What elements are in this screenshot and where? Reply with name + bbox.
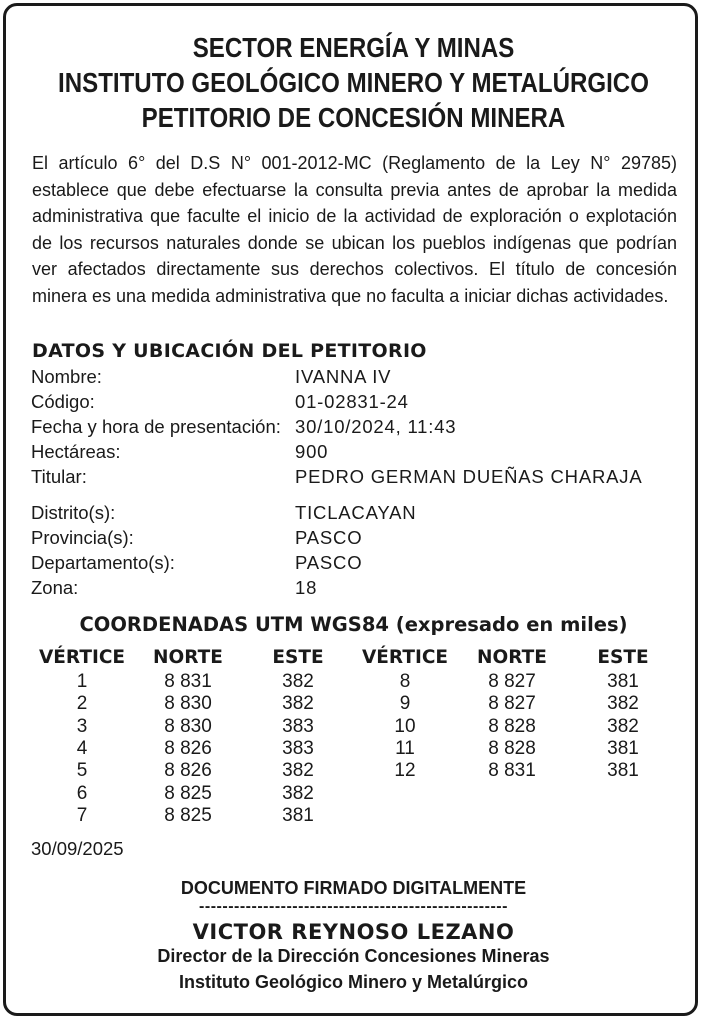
coord-cell-norte: 8 831: [488, 760, 536, 782]
field-label: Distrito(s):: [31, 502, 116, 523]
coord-cell-norte: 8 826: [164, 737, 212, 759]
coord-cell-vertice: 8: [399, 671, 411, 692]
coord-cell-norte: 8 831: [164, 671, 212, 692]
field-value: 18: [295, 577, 318, 598]
coord-cell-este: 381: [607, 737, 639, 759]
coord-cell-vertice: 12: [394, 760, 416, 782]
field-label: Departamento(s):: [31, 552, 175, 573]
coord-cell-vertice: 9: [399, 693, 411, 715]
field-label: Provincia(s):: [31, 527, 134, 548]
coord-cell-este: 382: [282, 760, 314, 782]
col-header-norte-right: NORTE: [477, 647, 547, 668]
coord-cell-vertice: 10: [394, 715, 416, 737]
header-title: PETITORIO DE CONCESIÓN MINERA: [141, 102, 566, 133]
signature-line: -----------------------------------------------------: [199, 898, 508, 915]
coord-cell-vertice: 11: [395, 737, 415, 759]
signer-institution: Instituto Geológico Minero y Metalúrgico: [178, 972, 528, 992]
field-label: Fecha y hora de presentación:: [31, 416, 281, 437]
coord-cell-vertice: 5: [76, 760, 88, 782]
coord-cell-este: 382: [282, 782, 314, 804]
coord-cell-vertice: 3: [76, 715, 88, 737]
field-label: Nombre:: [31, 366, 102, 387]
coord-cell-norte: 8 828: [488, 715, 536, 737]
coord-cell-vertice: 1: [76, 671, 88, 692]
coord-cell-este: 383: [282, 737, 314, 759]
field-label: Código:: [31, 391, 95, 412]
coord-cell-este: 382: [607, 693, 639, 715]
signer-name: VICTOR REYNOSO LEZANO: [192, 920, 515, 944]
datos-heading: DATOS Y UBICACIÓN DEL PETITORIO: [32, 340, 427, 362]
coord-cell-norte: 8 827: [488, 671, 536, 692]
field-label: Titular:: [31, 466, 87, 487]
coord-cell-vertice: 7: [76, 804, 88, 826]
coord-cell-vertice: 4: [76, 737, 88, 759]
col-header-vertice-left: VÉRTICE: [38, 647, 126, 668]
col-header-este-right: ESTE: [597, 647, 649, 668]
coord-cell-vertice: 6: [76, 782, 88, 804]
field-value: 900: [295, 441, 329, 462]
field-value: IVANNA IV: [295, 366, 392, 387]
field-label: Hectáreas:: [31, 441, 121, 462]
coord-cell-este: 382: [607, 715, 639, 737]
coord-cell-norte: 8 828: [488, 737, 536, 759]
signed-label: DOCUMENTO FIRMADO DIGITALMENTE: [180, 878, 527, 898]
coord-cell-norte: 8 825: [164, 782, 212, 804]
field-value: 30/10/2024, 11:43: [295, 416, 457, 437]
intro-paragraph: El artículo 6° del D.S N° 001-2012-MC (Reglamento de la Ley N° 29785) establece que debe efectuarse la consulta previa antes de aprobar la medida administrativa que faculte el inicio de la actividad de exploración o explotación de los recursos naturales donde se ubican los pueblos indígenas que podrían ver afectados directamente sus derechos colectivos. El título de concesión minera es una medida administrativa que no faculta a iniciar dichas actividades.: [32, 153, 677, 306]
coordenadas-heading: COORDENADAS UTM WGS84 (expresado en miles): [79, 613, 628, 636]
coord-cell-norte: 8 830: [164, 693, 212, 715]
coord-cell-norte: 8 825: [164, 804, 212, 826]
coord-cell-este: 383: [282, 715, 314, 737]
coord-cell-norte: 8 830: [164, 715, 212, 737]
coord-cell-vertice: 2: [76, 693, 88, 715]
document-header: [0, 30, 707, 135]
coord-cell-norte: 8 826: [164, 760, 212, 782]
signer-role: Director de la Dirección Concesiones Mineras: [157, 946, 550, 966]
field-value: PASCO: [295, 527, 363, 548]
field-value: PEDRO GERMAN DUEÑAS CHARAJA: [295, 466, 643, 487]
field-label: Zona:: [31, 577, 79, 598]
coord-cell-este: 382: [282, 693, 314, 715]
field-value: TICLACAYAN: [295, 502, 417, 523]
field-value: PASCO: [295, 552, 363, 573]
col-header-norte-left: NORTE: [153, 647, 223, 668]
header-institute: INSTITUTO GEOLÓGICO MINERO Y METALÚRGICO: [58, 67, 649, 98]
coord-cell-este: 382: [282, 671, 314, 692]
coord-cell-norte: 8 827: [488, 693, 536, 715]
col-header-este-left: ESTE: [272, 647, 324, 668]
field-value: 01-02831-24: [295, 391, 409, 412]
header-sector: SECTOR ENERGÍA Y MINAS: [192, 32, 515, 63]
coord-cell-este: 381: [282, 804, 314, 826]
coord-cell-este: 381: [607, 671, 639, 692]
coord-cell-este: 381: [607, 760, 639, 782]
document-date: 30/09/2025: [31, 838, 124, 859]
col-header-vertice-right: VÉRTICE: [361, 647, 449, 668]
